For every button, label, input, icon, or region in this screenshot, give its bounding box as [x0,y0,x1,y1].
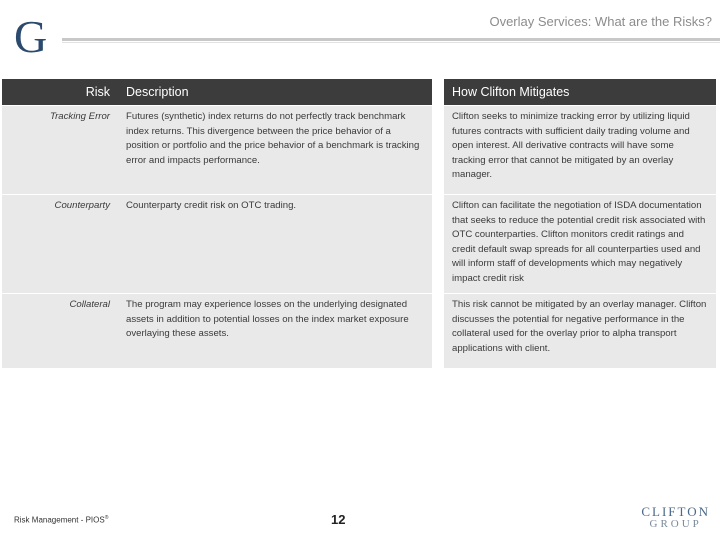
logo-mark: G [14,11,48,62]
description-cell: The program may experience losses on the underlying designated assets in addition to potential losses on the index market exposure overlaying these assets. [118,293,432,368]
brand-name: CLIFTON [641,504,710,519]
header-risk: Risk [2,79,118,105]
risk-cell: Collateral [2,293,118,368]
risk-cell: Tracking Error [2,105,118,194]
table-row [2,194,716,293]
description-cell: Counterparty credit risk on OTC trading. [118,194,432,293]
risk-cell: Counterparty [2,194,118,293]
page-title: Overlay Services: What are the Risks? [489,14,712,29]
footer-label [14,515,108,525]
footer-text: Risk Management - PIOS [14,515,105,525]
mitigation-cell: Clifton seeks to minimize tracking error by utilizing liquid futures contracts with sufficient daily trading volume and open interest. All derivative contracts will have some tracking error that cannot be mitigated by an overlay manager. [432,105,716,194]
mitigation-cell: Clifton can facilitate the negotiation of ISDA documentation that seeks to reduce the potential credit risk associated with OTC counterparties. Clifton monitors credit ratings and credit default swap spreads for all counterparties used and will inform staff of developments which may negatively impact credit risk [432,194,716,293]
registered-mark: ® [104,515,109,521]
table-row [2,293,716,368]
mitigation-cell: This risk cannot be mitigated by an overlay manager. Clifton discusses the potential for negative performance in the collateral used for the overlay prior to alpha transport applications with client. [432,293,716,368]
header-divider [62,38,720,41]
header-description: Description [118,79,432,105]
header-divider-thin [62,42,720,43]
description-cell: Futures (synthetic) index returns do not perfectly track benchmark index returns. This divergence between the price behavior of a position or portfolio and the price behavior of a benchmark is tracking error and impacts performance. [118,105,432,194]
risk-table [2,79,716,368]
header-mitigation: How Clifton Mitigates [432,79,716,105]
brand-subname: GROUP [649,518,702,530]
table-header-row [2,79,716,105]
clifton-group-logo [641,505,710,530]
table-row [2,105,716,194]
page-number: 12 [331,512,346,527]
